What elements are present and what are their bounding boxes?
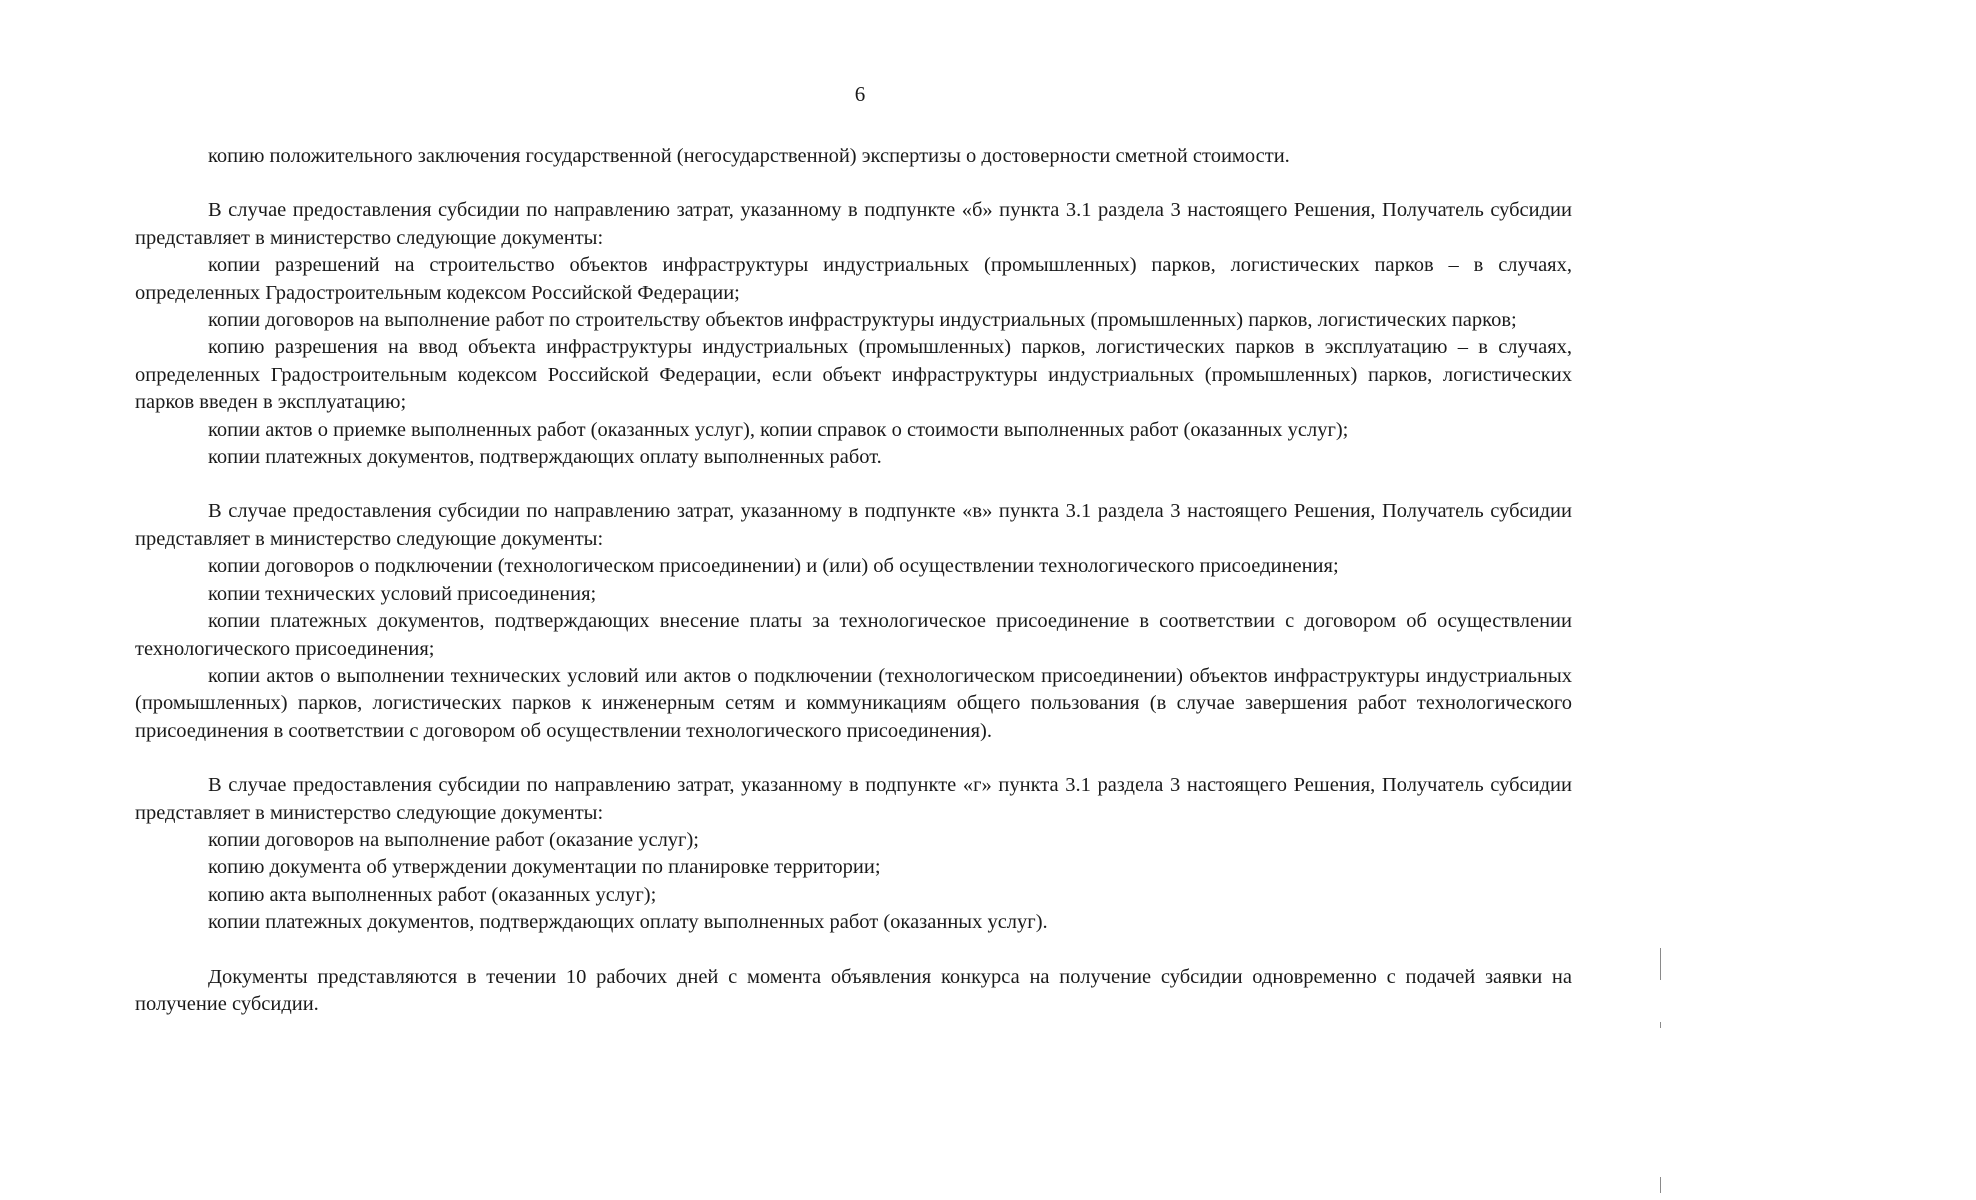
paragraph: Документы представляются в течении 10 рабочих дней с момента объявления конкурса на получение субсидии одновременно с подачей заявки на получение субсидии. xyxy=(135,965,1572,1015)
paragraph: В случае предоставления субсидии по направлению затрат, указанному в подпункте «г» пункта 3.1 раздела 3 настоящего Решения, Получатель субсидии представляет в министерство следующие документы: xyxy=(135,774,1572,824)
page-number: 6 xyxy=(854,82,866,106)
text-block-4 xyxy=(135,964,1572,1019)
list-item: копию акта выполненных работ (оказанных услуг); xyxy=(208,883,657,906)
scan-artifact xyxy=(1660,1022,1661,1028)
list-item: копию разрешения на ввод объекта инфраструктуры индустриальных (промышленных) парков, логистических парков в эксплуатацию – в случаях, определенных Градостроительным кодексом Российской Федерации, если объект инфраструктуры индустриальных (промышленных) парков, логистических парков введен в эксплуатацию; xyxy=(135,336,1572,414)
list-item: копии платежных документов, подтверждающих оплату выполненных работ. xyxy=(208,446,882,469)
text-block-1 xyxy=(135,197,1572,471)
text-block-2 xyxy=(135,498,1572,745)
list-item: копии договоров о подключении (технологическом присоединении) и (или) об осуществлении технологического присоединения; xyxy=(208,555,1339,578)
list-item: копии технических условий присоединения; xyxy=(208,582,597,605)
paragraph: В случае предоставления субсидии по направлению затрат, указанному в подпункте «в» пункта 3.1 раздела 3 настоящего Решения, Получатель субсидии представляет в министерство следующие документы: xyxy=(135,500,1572,550)
paragraph: В случае предоставления субсидии по направлению затрат, указанному в подпункте «б» пункта 3.1 раздела 3 настоящего Решения, Получатель субсидии представляет в министерство следующие документы: xyxy=(135,199,1572,249)
list-item: копии платежных документов, подтверждающих оплату выполненных работ (оказанных услуг). xyxy=(208,911,1048,934)
text-block-0 xyxy=(135,143,1572,170)
document-body xyxy=(135,143,1572,1018)
scan-artifact xyxy=(1660,1177,1661,1193)
list-item: копии платежных документов, подтверждающих внесение платы за технологическое присоединение в соответствии с договором об осуществлении технологического присоединения; xyxy=(135,610,1572,660)
list-item: копии договоров на выполнение работ по строительству объектов инфраструктуры индустриальных (промышленных) парков, логистических парков; xyxy=(208,309,1517,332)
list-item: копии разрешений на строительство объектов инфраструктуры индустриальных (промышленных) парков, логистических парков – в случаях, определенных Градостроительным кодексом Российской Федерации; xyxy=(135,254,1572,304)
text-block-3 xyxy=(135,772,1572,936)
list-item: копии договоров на выполнение работ (оказание услуг); xyxy=(208,828,699,851)
list-item: копию документа об утверждении документации по планировке территории; xyxy=(208,856,881,879)
list-item: копии актов о выполнении технических условий или актов о подключении (технологическом присоединении) объектов инфраструктуры индустриальных (промышленных) парков, логистических парков к инженерным сетям и коммуникациям общего пользования (в случае завершения работ технологического присоединения в соответствии с договором об осуществлении технологического присоединения). xyxy=(135,664,1572,742)
list-item: копии актов о приемке выполненных работ (оказанных услуг), копии справок о стоимости выполненных работ (оказанных услуг); xyxy=(208,418,1349,441)
paragraph: копию положительного заключения государственной (негосударственной) экспертизы о достоверности сметной стоимости. xyxy=(208,145,1290,167)
scan-artifact xyxy=(1660,948,1661,980)
